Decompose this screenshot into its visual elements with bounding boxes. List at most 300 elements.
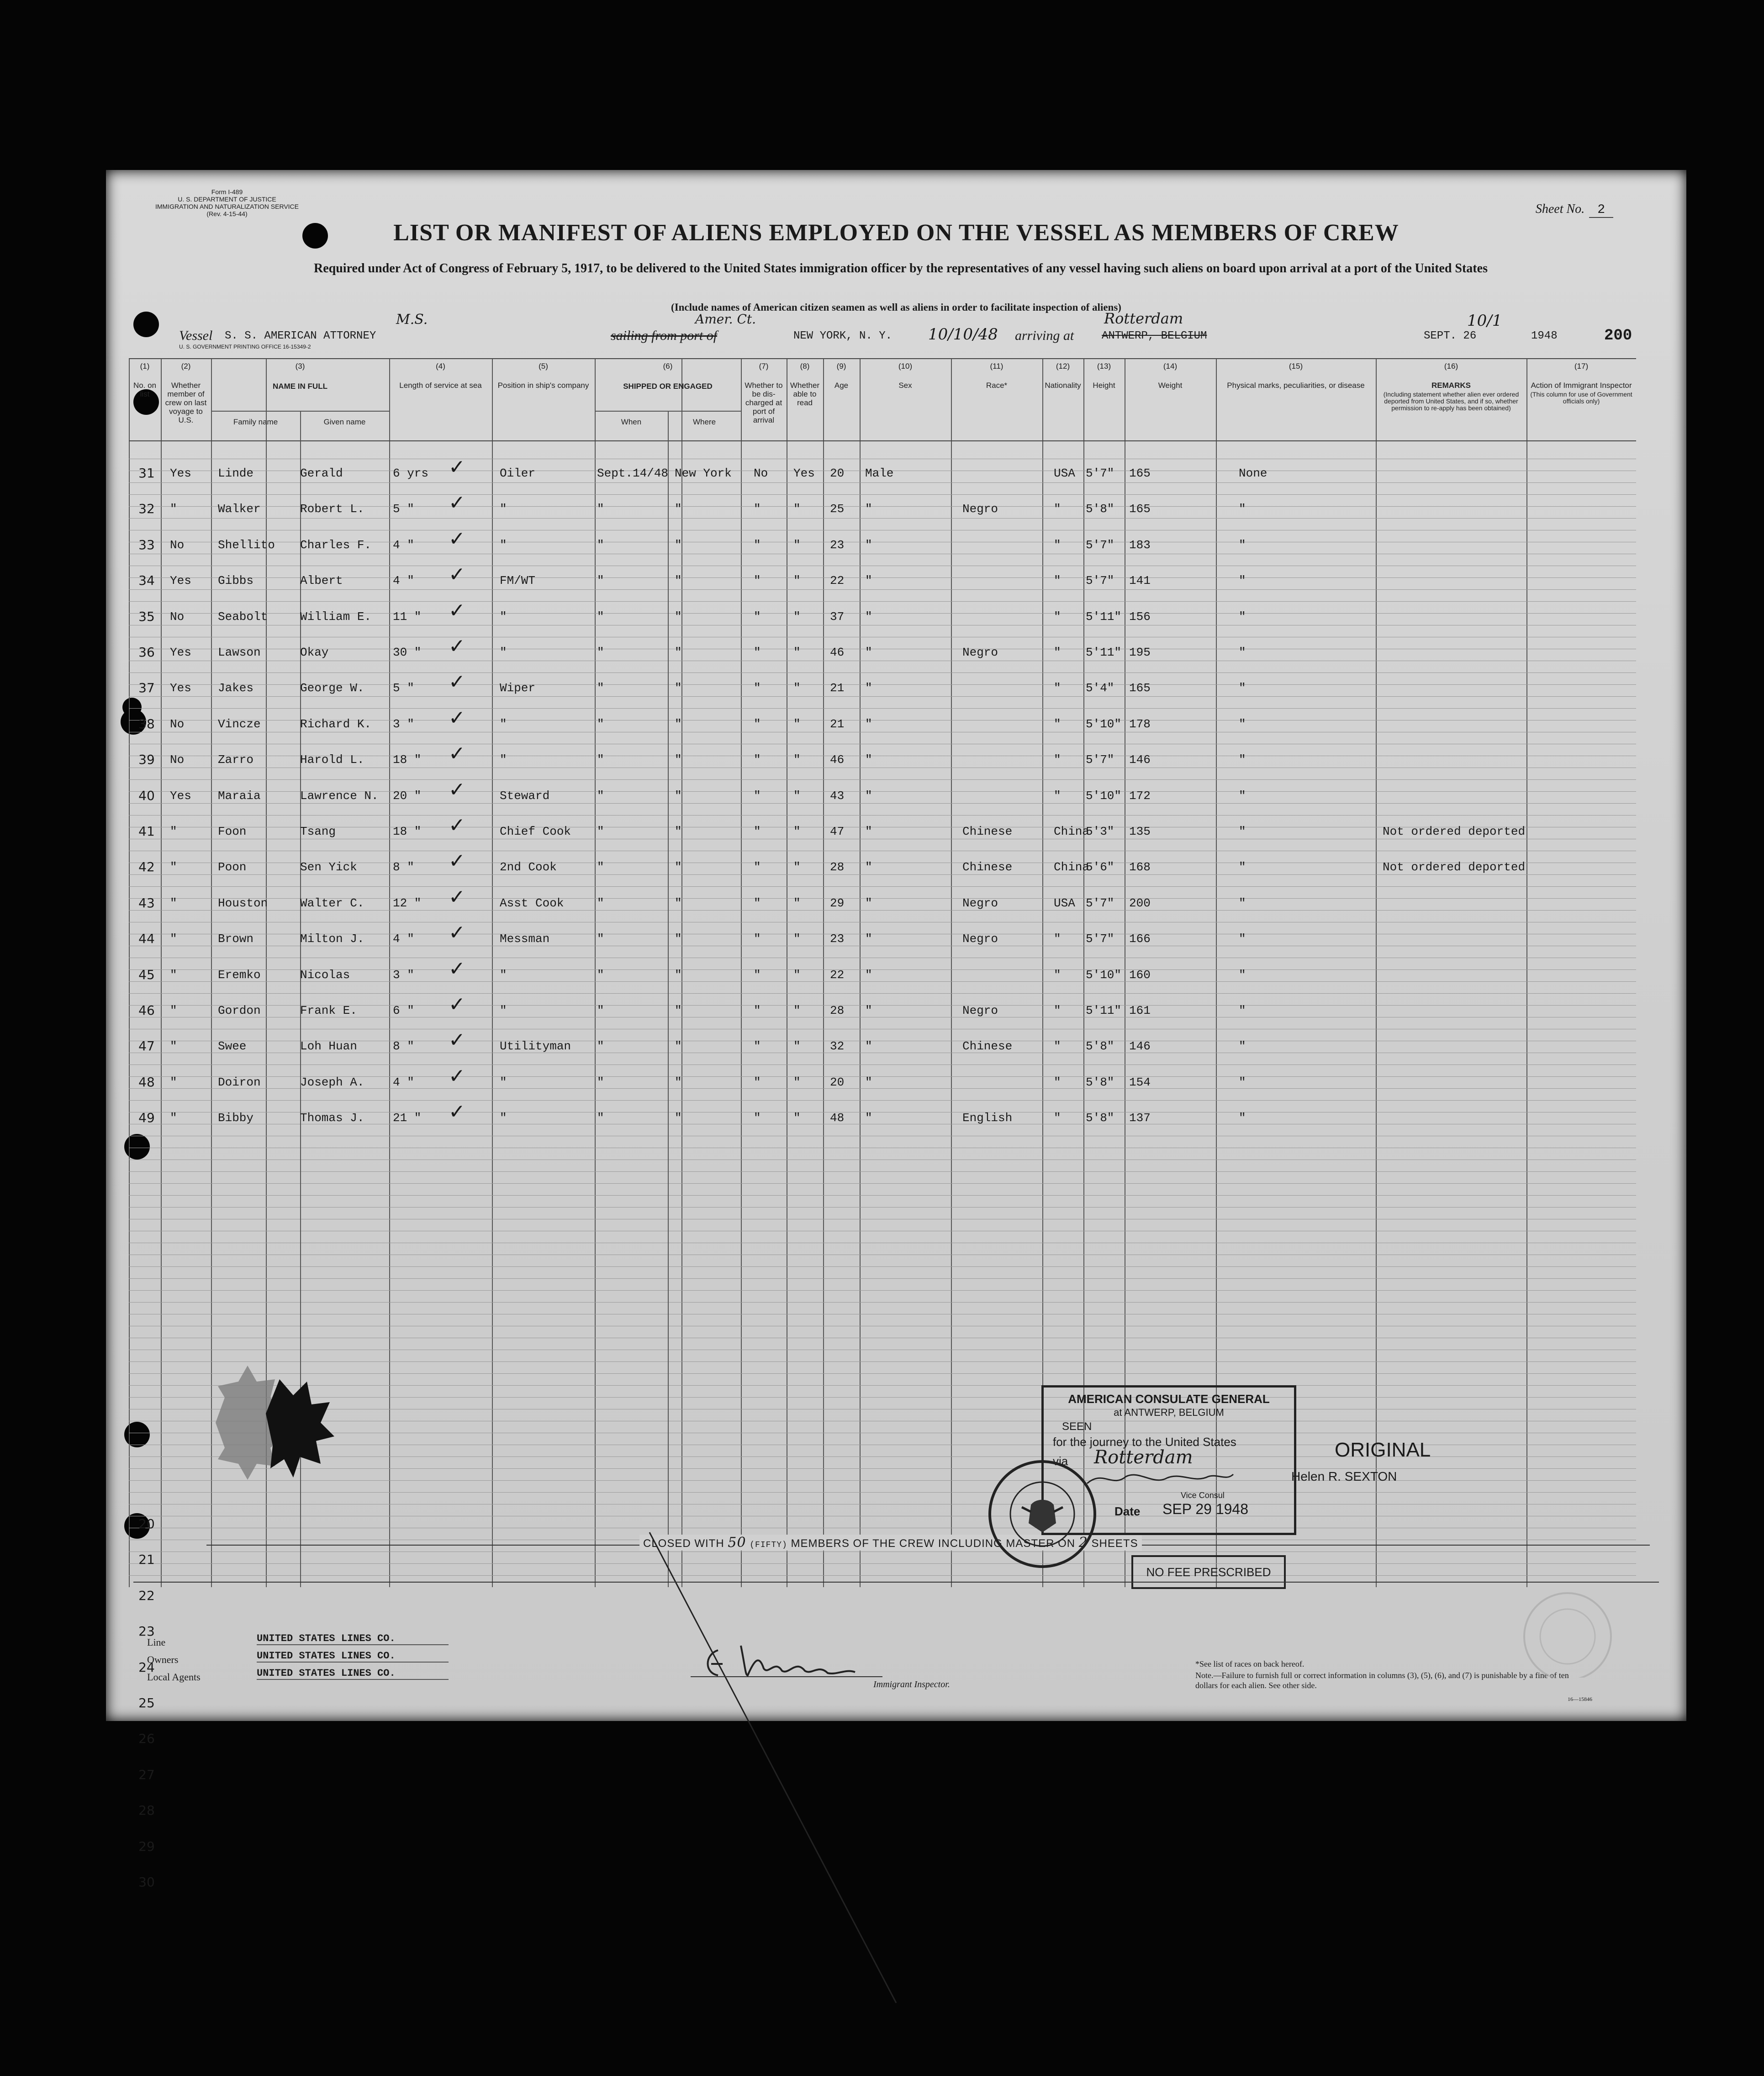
cell-height: 5'10" [1086,968,1122,982]
cell-given: Nicolas [300,968,350,982]
cell-no: 39 [138,752,155,768]
cell-service: 8 " [393,1039,414,1054]
cell-read: " [793,825,801,838]
cell-given: Frank E. [300,1004,357,1017]
column-header: Whether able to read [790,381,820,407]
check-mark-icon: ✓ [449,635,465,658]
empty-row-number: 20 [138,1516,155,1531]
sailing-port: NEW YORK, N. Y. [793,330,893,342]
ruling-line [129,708,1636,709]
cell-age: 37 [830,609,845,624]
check-mark-icon: ✓ [449,957,465,980]
cell-height: 5'10" [1086,717,1122,731]
cell-weight: 178 [1129,717,1151,731]
cell-read: " [793,968,801,982]
cell-given: Walter C. [300,896,364,910]
cell-last: Yes [170,789,191,803]
cell-family: Walker [218,502,261,516]
cell-discharged: " [754,717,761,731]
empty-row-number: 21 [138,1552,155,1568]
check-mark-icon: ✓ [449,849,465,873]
cell-height: 5'7" [1086,932,1114,946]
cell-nationality: USA [1054,466,1075,480]
cell-position: Utilityman [500,1039,571,1054]
stamp-date-label: Date [1114,1504,1141,1518]
cell-position: 2nd Cook [500,860,557,874]
column-header: Nationality [1045,381,1081,390]
cell-where: " [675,538,682,552]
cell-nationality: " [1054,1111,1061,1125]
cell-height: 5'10" [1086,789,1122,803]
cell-no: 38 [138,716,155,731]
cell-where: " [675,1004,682,1017]
cell-weight: 156 [1129,609,1151,624]
cell-given: Thomas J. [300,1111,364,1125]
footer [106,1582,1686,1719]
stamp-line2: at ANTWERP, BELGIUM [1114,1407,1224,1418]
cell-height: 5'7" [1086,538,1114,552]
cell-position: " [500,753,507,767]
cell-nationality: " [1054,1039,1061,1054]
department: U. S. DEPARTMENT OF JUSTICE [178,196,276,203]
arrival-date-note: 10/1 [1467,312,1502,330]
column-number: (7) [759,362,769,371]
empty-row-number: 24 [138,1659,155,1675]
cell-race: Chinese [962,1039,1013,1054]
cell-given: Joseph A. [300,1075,364,1089]
cell-age: 21 [830,681,845,695]
cell-read: " [793,1039,801,1054]
cell-service: 12 " [393,896,422,910]
cell-discharged: " [754,1039,761,1054]
cell-when: Sept.14/48 [597,466,669,480]
empty-row-number: 29 [138,1838,155,1854]
cell-height: 5'11" [1086,609,1122,624]
ruling-line [129,1480,1636,1481]
cell-when: " [597,825,604,838]
empty-row-number: 28 [138,1803,155,1818]
page-subtitle: Required under Act of Congress of February 5, 1917, to be delivered to the United States immigration officer by the representatives of any vessel having such aliens on board upon arrival at a port of the United States [314,261,1488,275]
cell-weight: 135 [1129,825,1151,838]
cell-last: " [170,1039,177,1054]
cell-last: " [170,932,177,946]
table-row [129,885,1636,923]
table-row [129,706,1636,744]
cell-no: 40 [138,788,155,803]
cell-family: Maraia [218,789,261,803]
cell-marks: " [1239,717,1246,731]
cell-family: Bibby [218,1111,254,1125]
column-header: No. on list [133,381,157,398]
cell-service: 20 " [393,789,422,803]
cell-given: Sen Yick [300,860,357,874]
ruling-line [129,1361,1636,1362]
cell-marks: " [1239,860,1246,874]
cell-no: 37 [138,680,155,696]
cell-marks: " [1239,609,1246,624]
cell-weight: 154 [1129,1075,1151,1089]
cell-marks: None [1239,466,1268,480]
cell-position: " [500,1004,507,1017]
empty-row-number: 30 [138,1875,155,1890]
cell-nationality: " [1054,717,1061,731]
cell-marks: " [1239,896,1246,910]
arriving-label: arriving at [1015,328,1074,343]
cell-last: " [170,968,177,982]
cell-age: 48 [830,1111,845,1125]
line-label: Line [147,1636,166,1648]
cell-marks: " [1239,825,1246,838]
cell-nationality: " [1054,574,1061,588]
cell-family: Foon [218,825,247,838]
header-rule [129,358,1636,359]
cell-service: 4 " [393,1075,414,1089]
faint-seal-icon [1485,1577,1650,1678]
cell-given: George W. [300,681,364,695]
table-row [129,455,1636,493]
empty-row-number: 25 [138,1695,155,1711]
cell-sex: " [865,896,872,910]
cell-read: " [793,502,801,516]
cell-family: Lawson [218,646,261,659]
manifest-sheet [106,170,1686,1890]
column-number: (8) [800,362,810,371]
cell-discharged: " [754,502,761,516]
cell-discharged: " [754,574,761,588]
agents-label: Local Agents [147,1671,201,1683]
cell-sex: " [865,968,872,982]
cell-when: " [597,681,604,695]
cell-age: 46 [830,646,845,659]
cell-service: 4 " [393,538,414,552]
cell-weight: 160 [1129,968,1151,982]
cell-where: " [675,717,682,731]
cell-no: 33 [138,537,155,552]
stamp-line4: for the journey to the United States [1053,1435,1236,1449]
cell-service: 4 " [393,574,414,588]
printer-line: U. S. GOVERNMENT PRINTING OFFICE 16-15349-2 [179,344,311,350]
cell-when: " [597,538,604,552]
table-row [129,527,1636,565]
cell-nationality: China [1054,825,1090,838]
cell-height: 5'11" [1086,1004,1122,1017]
cell-service: 6 yrs [393,466,429,480]
cell-last: Yes [170,466,191,480]
vessel-name: S. S. AMERICAN ATTORNEY [225,330,376,342]
sheet-number [1536,202,1613,217]
cell-when: " [597,1004,604,1017]
cell-weight: 146 [1129,753,1151,767]
cell-weight: 165 [1129,466,1151,480]
cell-height: 5'3" [1086,825,1114,838]
table-row [129,491,1636,529]
arrival-year: 1948 [1531,330,1558,342]
cell-when: " [597,1111,604,1125]
cell-race: Negro [962,1004,998,1017]
cell-when: " [597,502,604,516]
ruling-line [129,1468,1636,1469]
cell-read: " [793,860,801,874]
cell-read: " [793,574,801,588]
cell-position: " [500,502,507,516]
check-mark-icon: ✓ [449,814,465,837]
column-number: (16) [1444,362,1458,371]
cell-service: 3 " [393,717,414,731]
cell-weight: 165 [1129,681,1151,695]
cell-weight: 166 [1129,932,1151,946]
column-header: Race* [986,381,1008,390]
cell-when: " [597,609,604,624]
ruling-line [129,1492,1636,1493]
cell-where: " [675,609,682,624]
cell-sex: " [865,609,872,624]
cell-read: " [793,1075,801,1089]
cell-where: New York [675,466,732,480]
table-row [129,1100,1636,1138]
cell-discharged: " [754,860,761,874]
cell-discharged: " [754,753,761,767]
cell-height: 5'7" [1086,753,1114,767]
cell-family: Zarro [218,753,254,767]
check-mark-icon: ✓ [449,706,465,730]
table-row [129,849,1636,887]
cell-no: 43 [138,895,155,911]
cell-family: Shellito [218,538,275,552]
vessel-name-note: M.S. [396,312,428,328]
check-mark-icon: ✓ [449,1028,465,1052]
cell-given: Robert L. [300,502,364,516]
cell-age: 28 [830,860,845,874]
cell-service: 8 " [393,860,414,874]
cell-age: 22 [830,574,845,588]
cell-where: " [675,825,682,838]
consul-signature-icon [1085,1470,1236,1488]
cell-service: 3 " [393,968,414,982]
cell-given: Okay [300,646,329,659]
cell-marks: " [1239,932,1246,946]
form-identifier [143,188,312,217]
cell-marks: " [1239,1111,1246,1125]
empty-row-number: 23 [138,1624,155,1639]
cell-no: 47 [138,1038,155,1054]
column-number: (9) [836,362,846,371]
cell-weight: 161 [1129,1004,1151,1017]
column-number: (5) [539,362,548,371]
cell-no: 42 [138,859,155,875]
arriving-note: Rotterdam [1104,310,1183,327]
cell-marks: " [1239,538,1246,552]
cell-marks: " [1239,1039,1246,1054]
cell-when: " [597,932,604,946]
cell-last: No [170,609,185,624]
cell-marks: " [1239,574,1246,588]
column-header: Whether to be dis-charged at port of arrival [745,381,783,424]
cell-remarks: Not ordered deported [1383,825,1526,838]
footnote-penalty: Note.—Failure to furnish full or correct information in columns (3), (5), (6), and (7) is punishable by a fine of ten dollars for each alien. See other side. [1195,1671,1569,1690]
check-mark-icon: ✓ [449,527,465,551]
cell-position: " [500,1075,507,1089]
arriving-port: ANTWERP, BELGIUM [1102,330,1207,342]
column-number: (10) [898,362,913,371]
agents-value: UNITED STATES LINES CO. [257,1668,449,1680]
closed-middle: MEMBERS OF THE CREW INCLUDING MASTER ON [791,1537,1076,1550]
cell-last: " [170,1111,177,1125]
column-note: (Including statement whether alien ever ordered deported from United States, and if so, whether permission to re-apply has been obtained) [1383,391,1519,412]
column-header: Whether member of crew on last voyage to U.S. [165,381,207,424]
cell-given: Lawrence N. [300,789,379,803]
cell-age: 43 [830,789,845,803]
cell-service: 11 " [393,609,422,624]
table-row [129,670,1636,708]
cell-where: " [675,681,682,695]
cell-nationality: " [1054,1004,1061,1017]
cell-service: 5 " [393,681,414,695]
check-mark-icon: ✓ [449,1064,465,1088]
cell-where: " [675,968,682,982]
cell-height: 5'8" [1086,1075,1114,1089]
cell-age: 28 [830,1004,845,1017]
cell-last: " [170,896,177,910]
cell-position: " [500,717,507,731]
cell-sex: " [865,717,872,731]
cell-discharged: " [754,1004,761,1017]
cell-age: 22 [830,968,845,982]
column-subheader: Where [692,418,716,426]
cell-age: 47 [830,825,845,838]
column-header: Physical marks, peculiarities, or disease [1227,381,1365,390]
cell-no: 44 [138,931,155,947]
cell-position: Messman [500,932,550,946]
cell-family: Gordon [218,1004,261,1017]
cell-where: " [675,1039,682,1054]
revision-date: (Rev. 4-15-44) [206,210,248,217]
check-mark-icon: ✓ [449,598,465,622]
cell-position: " [500,538,507,552]
cell-sex: " [865,1111,872,1125]
cell-read: " [793,538,801,552]
cell-discharged: " [754,968,761,982]
closed-prefix: CLOSED WITH [643,1537,724,1550]
column-header: Weight [1158,381,1183,390]
owners-label: Owners [147,1654,179,1665]
line-value: UNITED STATES LINES CO. [257,1633,449,1645]
cell-position: FM/WT [500,574,536,588]
header-rule [129,440,1636,441]
sheet-label: Sheet No. [1535,202,1585,216]
no-fee-stamp: NO FEE PRESCRIBED [1131,1555,1286,1589]
cell-given: Harold L. [300,753,364,767]
check-mark-icon: ✓ [449,491,465,515]
cell-weight: 137 [1129,1111,1151,1125]
service-name: IMMIGRATION AND NATURALIZATION SERVICE [155,203,299,210]
cell-no: 41 [138,824,155,839]
cell-discharged: " [754,789,761,803]
cell-nationality: " [1054,932,1061,946]
sailing-label: sailing from port of [611,328,718,343]
empty-row-number: 26 [138,1731,155,1747]
stamp-via-label: via [1053,1454,1068,1468]
cell-sex: " [865,860,872,874]
cell-given: Loh Huan [300,1039,357,1054]
cell-age: 20 [830,466,845,480]
cell-position: Chief Cook [500,825,571,838]
cell-no: 31 [138,466,155,481]
cell-read: " [793,932,801,946]
column-header: NAME IN FULL [273,382,327,391]
cell-no: 45 [138,967,155,982]
cell-weight: 168 [1129,860,1151,874]
ruling-line [129,1385,1636,1386]
column-number: (11) [990,362,1003,371]
cell-discharged: " [754,681,761,695]
cell-weight: 141 [1129,574,1151,588]
cell-marks: " [1239,502,1246,516]
page-title: LIST OR MANIFEST OF ALIENS EMPLOYED ON THE VESSEL AS MEMBERS OF CREW [393,220,1399,246]
cell-race: Negro [962,646,998,659]
cell-position: Wiper [500,681,536,695]
cell-race: Negro [962,932,998,946]
ruling-line [129,1290,1636,1291]
check-mark-icon: ✓ [449,455,465,479]
cell-service: 5 " [393,502,414,516]
cell-nationality: USA [1054,896,1075,910]
cell-marks: " [1239,1004,1246,1017]
cell-sex: " [865,502,872,516]
cell-last: " [170,1075,177,1089]
column-number: (13) [1097,362,1111,371]
cell-when: " [597,646,604,659]
cell-family: Poon [218,860,247,874]
cell-service: 18 " [393,825,422,838]
cell-no: 35 [138,609,155,624]
column-subheader: Family name [233,418,278,426]
cell-last: Yes [170,574,191,588]
column-number: (1) [140,362,150,371]
ruling-line [129,1171,1636,1172]
cell-marks: " [1239,1075,1246,1089]
inspector-label: Immigrant Inspector. [873,1679,950,1689]
notary-seal-icon [197,1354,343,1491]
cell-family: Seabolt [218,609,268,624]
cell-last: Yes [170,681,191,695]
ruling-line [129,1266,1636,1267]
cell-nationality: " [1054,789,1061,803]
owners-value: UNITED STATES LINES CO. [257,1650,449,1663]
cell-last: " [170,502,177,516]
stamp-line3: SEEN [1062,1420,1092,1433]
cell-read: " [793,1004,801,1017]
cell-when: " [597,789,604,803]
cell-read: " [793,609,801,624]
cell-age: 21 [830,717,845,731]
footer-code: 16—15846 [1568,1696,1592,1702]
cell-discharged: " [754,609,761,624]
cell-service: 21 " [393,1111,422,1125]
cell-discharged: " [754,1075,761,1089]
cell-height: 5'8" [1086,1039,1114,1054]
punch-hole [133,312,159,337]
table-row [129,993,1636,1030]
column-header: REMARKS [1431,381,1471,390]
inspector-signature-icon [691,1632,882,1687]
cell-marks: " [1239,789,1246,803]
cell-height: 5'7" [1086,574,1114,588]
cell-race: Chinese [962,860,1013,874]
cell-family: Jakes [218,681,254,695]
cell-read: " [793,646,801,659]
cell-position: Oiler [500,466,536,480]
original-mark: ORIGINAL [1335,1439,1431,1461]
